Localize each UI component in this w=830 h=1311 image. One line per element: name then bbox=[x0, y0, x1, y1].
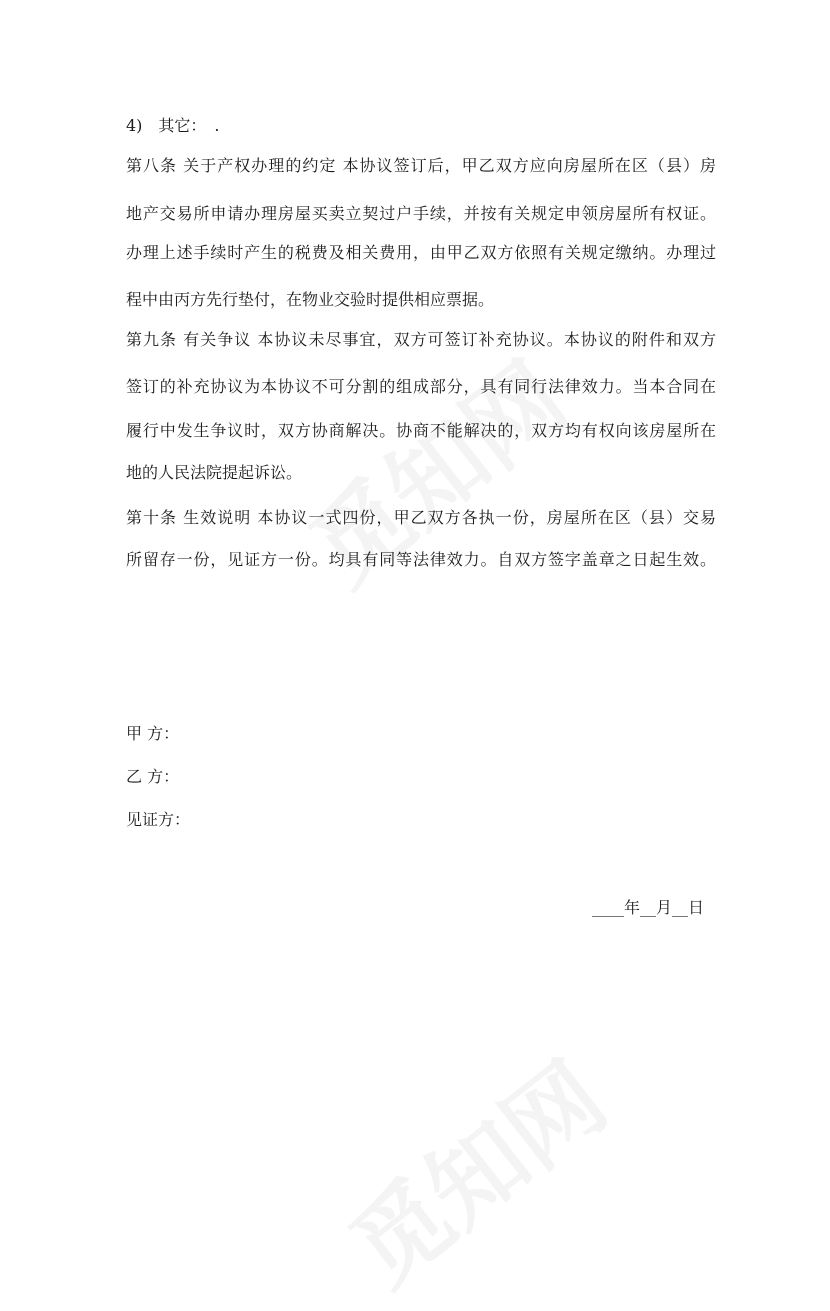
clause-8-line-2: 地产交易所申请办理房屋买卖立契过户手续，并按有关规定申领房屋所有权证。 bbox=[126, 204, 716, 223]
clause-8-line-1: 第八条 关于产权办理的约定 本协议签订后，甲乙双方应向房屋所在区（县）房 bbox=[126, 156, 716, 175]
signature-witness: 见证方： bbox=[126, 810, 191, 829]
date-line: ____年__月__日 bbox=[591, 898, 704, 917]
watermark bbox=[318, 1026, 629, 1311]
clause-9-line-3: 履行中发生争议时，双方协商解决。协商不能解决的，双方均有权向该房屋所在 bbox=[126, 421, 716, 440]
clause-10-line-2: 所留存一份，见证方一份。均具有同等法律效力。自双方签字盖章之日起生效。 bbox=[126, 550, 716, 569]
clause-8-line-3: 办理上述手续时产生的税费及相关费用，由甲乙双方依照有关规定缴纳。办理过 bbox=[126, 243, 716, 262]
clause-line-other: 4) 其它： . bbox=[126, 116, 220, 135]
clause-10-line-1: 第十条 生效说明 本协议一式四份，甲乙双方各执一份，房屋所在区（县）交易 bbox=[126, 508, 716, 527]
clause-9-line-2: 签订的补充协议为本协议不可分割的组成部分，具有同行法律效力。当本合同在 bbox=[126, 377, 716, 396]
clause-9-line-1: 第九条 有关争议 本协议未尽事宜，双方可签订补充协议。本协议的附件和双方 bbox=[126, 330, 716, 349]
clause-9-line-4: 地的人民法院提起诉讼。 bbox=[126, 463, 303, 482]
clause-8-line-4: 程中由丙方先行垫付，在物业交验时提供相应票据。 bbox=[126, 290, 495, 309]
signature-party-a: 甲 方： bbox=[126, 724, 180, 743]
signature-party-b: 乙 方： bbox=[126, 767, 180, 786]
